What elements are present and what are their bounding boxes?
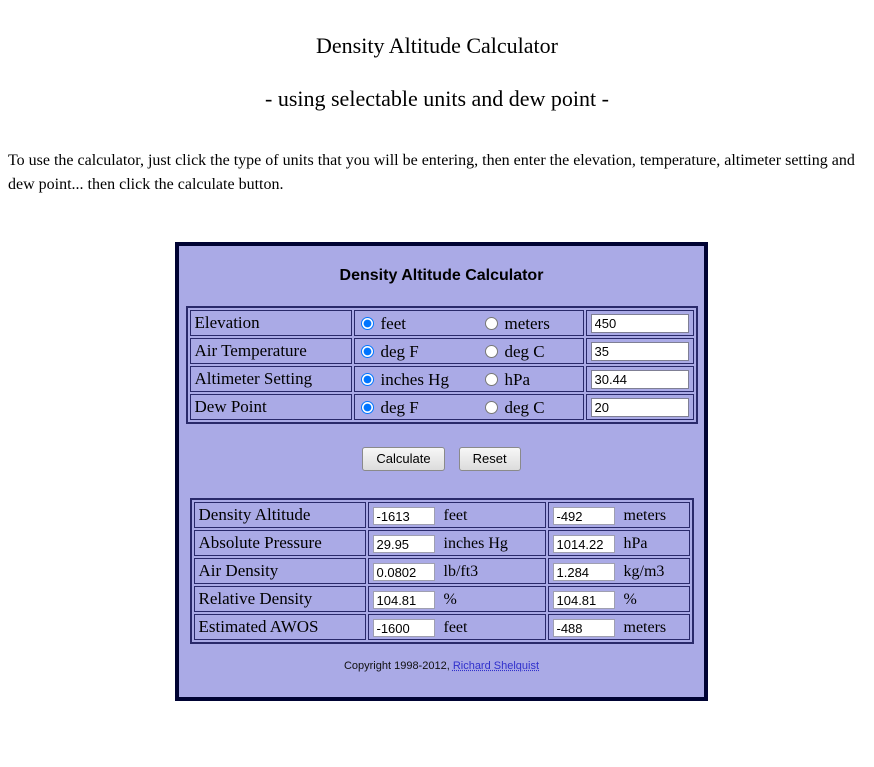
input-row-elevation	[190, 310, 694, 336]
absolute-pressure-secondary-cell	[548, 530, 690, 556]
estimated-awos-secondary-cell	[548, 614, 690, 640]
altimeter-setting-input[interactable]	[591, 370, 689, 389]
estimated-awos-meters-output[interactable]	[553, 619, 615, 637]
altimeter-incheshg-radio[interactable]	[361, 373, 374, 386]
dew-point-value-cell	[586, 394, 694, 420]
elevation-input[interactable]	[591, 314, 689, 333]
absolute-pressure-label: Absolute Pressure	[194, 530, 366, 556]
air-temperature-value-cell	[586, 338, 694, 364]
density-altitude-label: Density Altitude	[194, 502, 366, 528]
air-density-label: Air Density	[194, 558, 366, 584]
air-temperature-unit-option-degc	[483, 341, 545, 362]
altimeter-hpa-label: hPa	[504, 369, 530, 389]
output-row-absolute-pressure	[194, 530, 690, 556]
estimated-awos-feet-unit: feet	[443, 619, 468, 637]
dew-point-degc-label: deg C	[504, 397, 545, 417]
air-temperature-degf-radio[interactable]	[361, 345, 374, 358]
altimeter-setting-label: Altimeter Setting	[190, 366, 352, 392]
estimated-awos-primary-cell	[368, 614, 546, 640]
absolute-pressure-primary-cell	[368, 530, 546, 556]
density-altitude-secondary-cell	[548, 502, 690, 528]
dew-point-units-cell	[354, 394, 584, 420]
relative-density-pct1-unit: %	[443, 591, 457, 609]
elevation-meters-radio[interactable]	[485, 317, 498, 330]
density-altitude-feet-unit: feet	[443, 507, 468, 525]
page	[0, 33, 874, 767]
relative-density-pct1-output[interactable]	[373, 591, 435, 609]
output-row-air-density	[194, 558, 690, 584]
dew-point-input[interactable]	[591, 398, 689, 417]
elevation-label: Elevation	[190, 310, 352, 336]
calculator-panel	[175, 242, 708, 701]
density-altitude-meters-unit: meters	[623, 507, 667, 525]
elevation-feet-label: feet	[380, 313, 406, 333]
estimated-awos-feet-output[interactable]	[373, 619, 435, 637]
air-temperature-input[interactable]	[591, 342, 689, 361]
page-subtitle: - using selectable units and dew point -	[265, 86, 609, 111]
calculator-heading: Density Altitude Calculator	[339, 267, 544, 284]
copyright-text: Copyright 1998-2012,	[343, 660, 453, 672]
air-density-kgm3-output[interactable]	[553, 563, 615, 581]
relative-density-pct2-unit: %	[623, 591, 637, 609]
altimeter-incheshg-label: inches Hg	[380, 369, 449, 389]
elevation-value-cell	[586, 310, 694, 336]
air-temperature-degc-radio[interactable]	[485, 345, 498, 358]
air-temperature-degf-label: deg F	[380, 341, 419, 361]
relative-density-primary-cell	[368, 586, 546, 612]
altimeter-setting-units-cell	[354, 366, 584, 392]
input-row-air-temperature	[190, 338, 694, 364]
elevation-meters-label: meters	[504, 313, 550, 333]
dew-point-unit-option-degf	[359, 397, 483, 418]
dew-point-unit-option-degc	[483, 397, 545, 418]
calculate-button[interactable]: Calculate	[362, 447, 444, 471]
relative-density-secondary-cell	[548, 586, 690, 612]
input-row-altimeter-setting	[190, 366, 694, 392]
output-row-estimated-awos	[194, 614, 690, 640]
air-temperature-degc-label: deg C	[504, 341, 545, 361]
dew-point-label: Dew Point	[190, 394, 352, 420]
button-row	[179, 447, 704, 471]
input-table	[186, 306, 698, 424]
dew-point-degf-radio[interactable]	[361, 401, 374, 414]
dew-point-degc-radio[interactable]	[485, 401, 498, 414]
air-temperature-label: Air Temperature	[190, 338, 352, 364]
input-row-dew-point	[190, 394, 694, 420]
density-altitude-primary-cell	[368, 502, 546, 528]
elevation-units-cell	[354, 310, 584, 336]
air-density-primary-cell	[368, 558, 546, 584]
copyright	[179, 660, 704, 672]
reset-button[interactable]: Reset	[459, 447, 521, 471]
output-row-density-altitude	[194, 502, 690, 528]
density-altitude-feet-output[interactable]	[373, 507, 435, 525]
density-altitude-meters-output[interactable]	[553, 507, 615, 525]
elevation-unit-option-meters	[483, 313, 550, 334]
air-density-lbft3-unit: lb/ft3	[443, 563, 479, 581]
elevation-feet-radio[interactable]	[361, 317, 374, 330]
absolute-pressure-hpa-output[interactable]	[553, 535, 615, 553]
intro-text: To use the calculator, just click the type of units that you will be entering, then enter the elevation, temperature, altimeter setting and dew point... then click the calculate button.	[8, 152, 855, 193]
estimated-awos-label: Estimated AWOS	[194, 614, 366, 640]
page-title: Density Altitude Calculator	[316, 33, 558, 58]
air-density-kgm3-unit: kg/m3	[623, 563, 665, 581]
air-temperature-unit-option-degf	[359, 341, 483, 362]
relative-density-pct2-output[interactable]	[553, 591, 615, 609]
estimated-awos-meters-unit: meters	[623, 619, 667, 637]
output-row-relative-density	[194, 586, 690, 612]
absolute-pressure-hpa-unit: hPa	[623, 535, 648, 553]
altimeter-unit-option-hpa	[483, 369, 531, 390]
absolute-pressure-incheshg-output[interactable]	[373, 535, 435, 553]
altimeter-setting-value-cell	[586, 366, 694, 392]
output-table	[190, 498, 694, 644]
absolute-pressure-incheshg-unit: inches Hg	[443, 535, 508, 553]
air-temperature-units-cell	[354, 338, 584, 364]
air-density-secondary-cell	[548, 558, 690, 584]
air-density-lbft3-output[interactable]	[373, 563, 435, 581]
altimeter-unit-option-incheshg	[359, 369, 483, 390]
author-link[interactable]: Richard Shelquist	[452, 660, 540, 672]
altimeter-hpa-radio[interactable]	[485, 373, 498, 386]
elevation-unit-option-feet	[359, 313, 483, 334]
dew-point-degf-label: deg F	[380, 397, 419, 417]
relative-density-label: Relative Density	[194, 586, 366, 612]
